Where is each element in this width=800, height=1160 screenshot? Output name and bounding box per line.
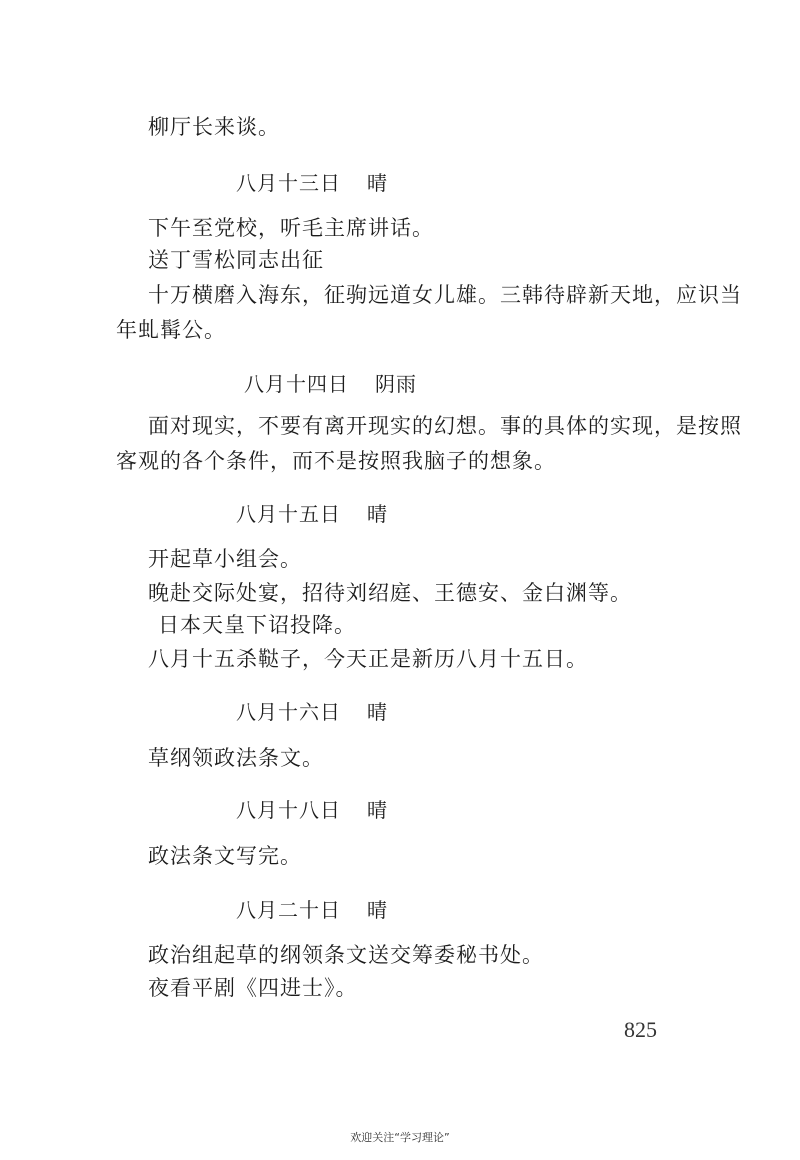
page-number: 825 xyxy=(624,1017,657,1042)
entry-heading xyxy=(236,698,388,726)
body-line: 八月十五杀鞑子，今天正是新历八月十五日。 xyxy=(148,647,588,671)
body-line: 客观的各个条件，而不是按照我脑子的想象。 xyxy=(116,449,556,473)
body-line: 政法条文写完。 xyxy=(148,844,302,868)
poem-line: 年虬髯公。 xyxy=(116,318,226,342)
body-line: 晚赴交际处宴，招待刘绍庭、王德安、金白渊等。 xyxy=(148,581,632,605)
body-line: 草纲领政法条文。 xyxy=(148,746,324,770)
entry-date: 八月十八日 xyxy=(236,798,341,822)
body-line: 送丁雪松同志出征 xyxy=(148,248,324,272)
entry-weather: 阴雨 xyxy=(375,372,417,396)
entry-weather: 晴 xyxy=(367,171,388,195)
entry-heading xyxy=(236,500,388,528)
entry-weather: 晴 xyxy=(367,898,388,922)
entry-date: 八月二十日 xyxy=(236,898,341,922)
body-line: 下午至党校，听毛主席讲话。 xyxy=(148,216,434,240)
entry-heading xyxy=(236,896,388,924)
entry-weather: 晴 xyxy=(367,502,388,526)
body-line: 面对现实，不要有离开现实的幻想。事的具体的实现，是按照 xyxy=(148,414,742,438)
footer-note: 欢迎关注“学习理论” xyxy=(350,1131,450,1144)
entry-heading xyxy=(244,370,417,398)
entry-heading xyxy=(236,169,388,197)
body-line: 日本天皇下诏投降。 xyxy=(158,613,356,637)
entry-date: 八月十三日 xyxy=(236,171,341,195)
body-line: 政治组起草的纲领条文送交筹委秘书处。 xyxy=(148,943,544,967)
poem-line: 十万横磨入海东，征驹远道女儿雄。三韩待辟新天地，应识当 xyxy=(148,283,742,307)
entry-heading xyxy=(236,796,388,824)
entry-weather: 晴 xyxy=(367,700,388,724)
body-line: 开起草小组会。 xyxy=(148,547,302,571)
entry-date: 八月十四日 xyxy=(244,372,349,396)
body-line: 柳厅长来谈。 xyxy=(148,115,280,139)
entry-date: 八月十五日 xyxy=(236,502,341,526)
body-line: 夜看平剧《四进士》。 xyxy=(148,976,358,1000)
entry-weather: 晴 xyxy=(367,798,388,822)
entry-date: 八月十六日 xyxy=(236,700,341,724)
